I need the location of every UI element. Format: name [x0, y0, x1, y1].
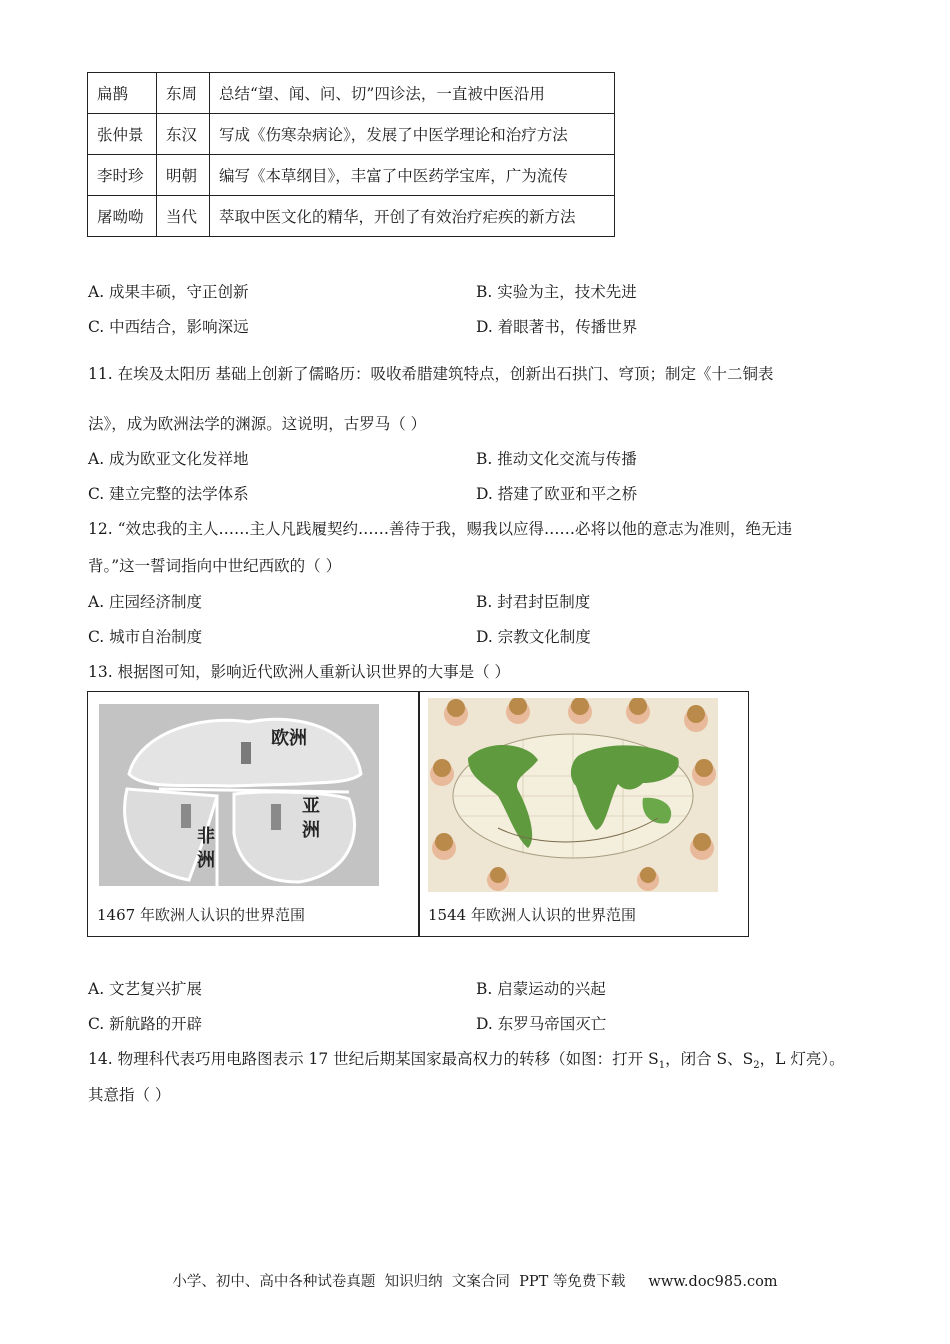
q12-option-a[interactable]: A. 庄园经济制度	[88, 593, 203, 611]
map-1544-caption: 1544 年欧洲人认识的世界范围	[428, 906, 636, 924]
table-cell: 写成《伤寒杂病论》，发展了中医学理论和治疗方法	[210, 114, 615, 155]
q14-text-c: ，L 灯亮）。	[759, 1050, 845, 1068]
table-cell: 李时珍	[88, 155, 157, 196]
table-cell: 东汉	[157, 114, 210, 155]
q12-option-c[interactable]: C. 城市自治制度	[88, 628, 203, 646]
q11-option-d[interactable]: D. 搭建了欧亚和平之桥	[476, 485, 638, 503]
page-footer: 小学、初中、高中各种试卷真题 知识归纳 文案合同 PPT 等免费下载 www.doc985.com	[172, 1274, 778, 1290]
q12-option-d[interactable]: D. 宗教文化制度	[476, 628, 591, 646]
q13-option-c[interactable]: C. 新航路的开辟	[88, 1015, 203, 1033]
map-label-asia-1: 亚	[302, 796, 320, 817]
table-row	[88, 114, 615, 155]
table-cell: 张仲景	[88, 114, 157, 155]
table-cell: 明朝	[157, 155, 210, 196]
q13-option-a[interactable]: A. 文艺复兴扩展	[88, 980, 203, 998]
q13-stem: 13. 根据图可知，影响近代欧洲人重新认识世界的大事是（ ）	[88, 663, 511, 681]
q14-text-b: ，闭合 S、S	[665, 1050, 754, 1068]
table-cell: 东周	[157, 73, 210, 114]
q14-text-a: 14. 物理科代表巧用电路图表示 17 世纪后期某国家最高权力的转移（如图：打开 S	[88, 1050, 659, 1068]
table-row	[88, 73, 615, 114]
q12-stem-line1: 12. “效忠我的主人……主人凡践履契约……善待于我，赐我以应得……必将以他的意志为准则，绝无违	[88, 520, 793, 538]
q11-option-a[interactable]: A. 成为欧亚文化发祥地	[88, 450, 249, 468]
figure-divider	[418, 692, 420, 936]
q13-option-b[interactable]: B. 启蒙运动的兴起	[476, 980, 606, 998]
q13-figure-box	[87, 691, 749, 937]
q14-stem-line2: 其意指（ ）	[88, 1086, 171, 1104]
table-cell: 编写《本草纲目》，丰富了中医药学宝库，广为流传	[210, 155, 615, 196]
map-1544-image	[428, 698, 718, 892]
table-row	[88, 196, 615, 237]
q11-option-b[interactable]: B. 推动文化交流与传播	[476, 450, 637, 468]
map-label-asia-2: 洲	[302, 820, 320, 841]
q14-sub-1: 1	[658, 1060, 666, 1072]
q13-option-d[interactable]: D. 东罗马帝国灭亡	[476, 1015, 607, 1033]
q10-option-a[interactable]: A. 成果丰硕，守正创新	[88, 283, 249, 301]
history-table	[87, 72, 615, 237]
map-label-africa-2: 洲	[197, 850, 215, 871]
q10-option-b[interactable]: B. 实验为主，技术先进	[476, 283, 637, 301]
map-label-europe: 欧洲	[271, 728, 307, 749]
map-label-africa-1: 非	[197, 826, 215, 847]
q11-stem-line1: 11. 在埃及太阳历 基础上创新了儒略历：吸收希腊建筑特点，创新出石拱门、穹顶；制定《十二铜表	[88, 365, 774, 383]
q10-option-d[interactable]: D. 着眼著书，传播世界	[476, 318, 638, 336]
q12-stem-line2: 背。”这一誓词指向中世纪西欧的（ ）	[88, 557, 342, 575]
q14-stem-line1	[88, 1047, 845, 1071]
table-cell: 屠呦呦	[88, 196, 157, 237]
table-cell: 萃取中医文化的精华，开创了有效治疗疟疾的新方法	[210, 196, 615, 237]
map-1467-caption: 1467 年欧洲人认识的世界范围	[97, 906, 305, 924]
table-cell: 当代	[157, 196, 210, 237]
map-1467-image	[99, 704, 379, 886]
q12-option-b[interactable]: B. 封君封臣制度	[476, 593, 591, 611]
q10-option-c[interactable]: C. 中西结合，影响深远	[88, 318, 249, 336]
table-row	[88, 155, 615, 196]
table-cell: 总结“望、闻、问、切”四诊法，一直被中医沿用	[210, 73, 615, 114]
q11-option-c[interactable]: C. 建立完整的法学体系	[88, 485, 249, 503]
table-cell: 扁鹊	[88, 73, 157, 114]
q11-stem-line2: 法》，成为欧洲法学的渊源。这说明，古罗马（ ）	[88, 415, 427, 433]
q14-sub-2: 2	[753, 1060, 760, 1072]
